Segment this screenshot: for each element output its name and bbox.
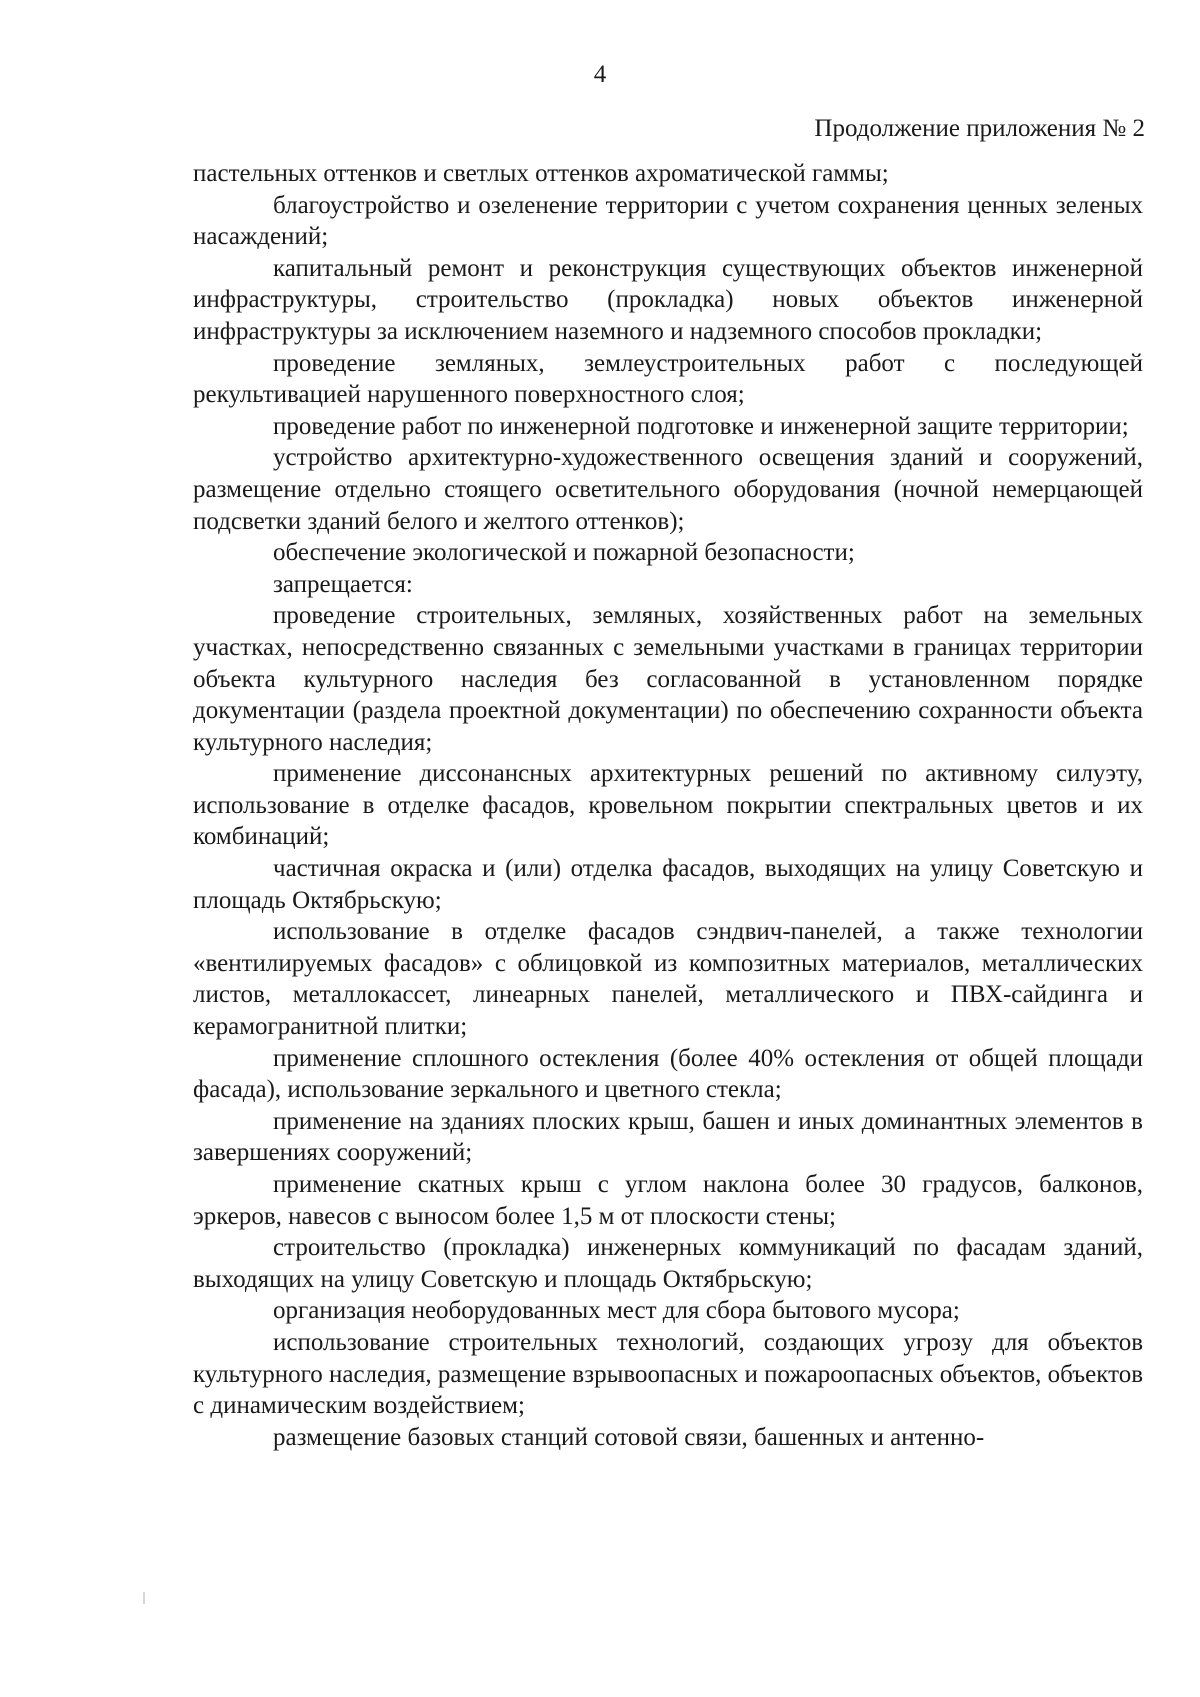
paragraph: применение на зданиях плоских крыш, башен и иных доминантных элементов в завершениях сооружений; [193, 1107, 1143, 1167]
paragraph: проведение земляных, землеустроительных работ с последующей рекультивацией нарушенного поверхностного слоя; [193, 349, 1143, 409]
appendix-continuation-note: Продолжение приложения № 2 [814, 115, 1145, 142]
page-number: 4 [593, 61, 607, 88]
paragraph: организация необорудованных мест для сбора бытового мусора; [273, 1297, 960, 1325]
paragraph: применение скатных крыш с углом наклона более 30 градусов, балконов, эркеров, навесов с выносом более 1,5 м от плоскости стены; [193, 1171, 1143, 1230]
document-body [193, 158, 1143, 1453]
paragraph: применение сплошного остекления (более 40% остекления от общей площади фасада), использование зеркального и цветного стекла; [193, 1044, 1143, 1104]
paragraph: устройство архитектурно-художественного освещения зданий и сооружений, размещение отдельно стоящего осветительного оборудования (ночной немерцающей подсветки зданий белого и желтого оттенков); [193, 444, 1143, 535]
paragraph: использование строительных технологий, создающих угрозу для объектов культурного наследия, размещение взрывоопасных и пожароопасных объектов, объектов с динамическим воздействием; [193, 1328, 1143, 1420]
paragraph: размещение базовых станций сотовой связи, башенных и антенно- [273, 1423, 985, 1451]
paragraph: использование в отделке фасадов сэндвич-панелей, а также технологии «вентилируемых фасадов» с облицовкой из композитных материалов, металлических листов, металлокассет, линеарных панелей, металлического и ПВХ-сайдинга и керамогранитной плитки; [193, 918, 1143, 1041]
paragraph: капитальный ремонт и реконструкция существующих объектов инженерной инфраструктуры, строительство (прокладка) новых объектов инженерной инфраструктуры за исключением наземного и надземного способов прокладки; [193, 254, 1143, 345]
paragraph: пастельных оттенков и светлых оттенков ахроматической гаммы; [193, 160, 889, 187]
paragraph: обеспечение экологической и пожарной безопасности; [273, 539, 855, 567]
paragraph: применение диссонансных архитектурных решений по активному силуэту, использование в отделке фасадов, кровельном покрытии спектральных цветов и их комбинаций; [193, 760, 1143, 851]
paragraph: строительство (прокладка) инженерных коммуникаций по фасадам зданий, выходящих на улицу Советскую и площадь Октябрьскую; [193, 1234, 1143, 1293]
paragraph: благоустройство и озеленение территории с учетом сохранения ценных зеленых насаждений; [193, 191, 1143, 251]
paragraph: частичная окраска и (или) отделка фасадов, выходящих на улицу Советскую и площадь Октябрьскую; [193, 855, 1143, 914]
paragraph-prohibited-heading: запрещается: [273, 570, 413, 598]
paragraph: проведение строительных, земляных, хозяйственных работ на земельных участках, непосредственно связанных с земельными участками в границах территории объекта культурного наследия без согласованной в установленном порядке документации (раздела проектной документации) по обеспечению сохранности объекта культурного наследия; [193, 602, 1143, 756]
paragraph: проведение работ по инженерной подготовке и инженерной защите территории; [273, 412, 1129, 440]
scan-artifact-mark [143, 1592, 145, 1604]
